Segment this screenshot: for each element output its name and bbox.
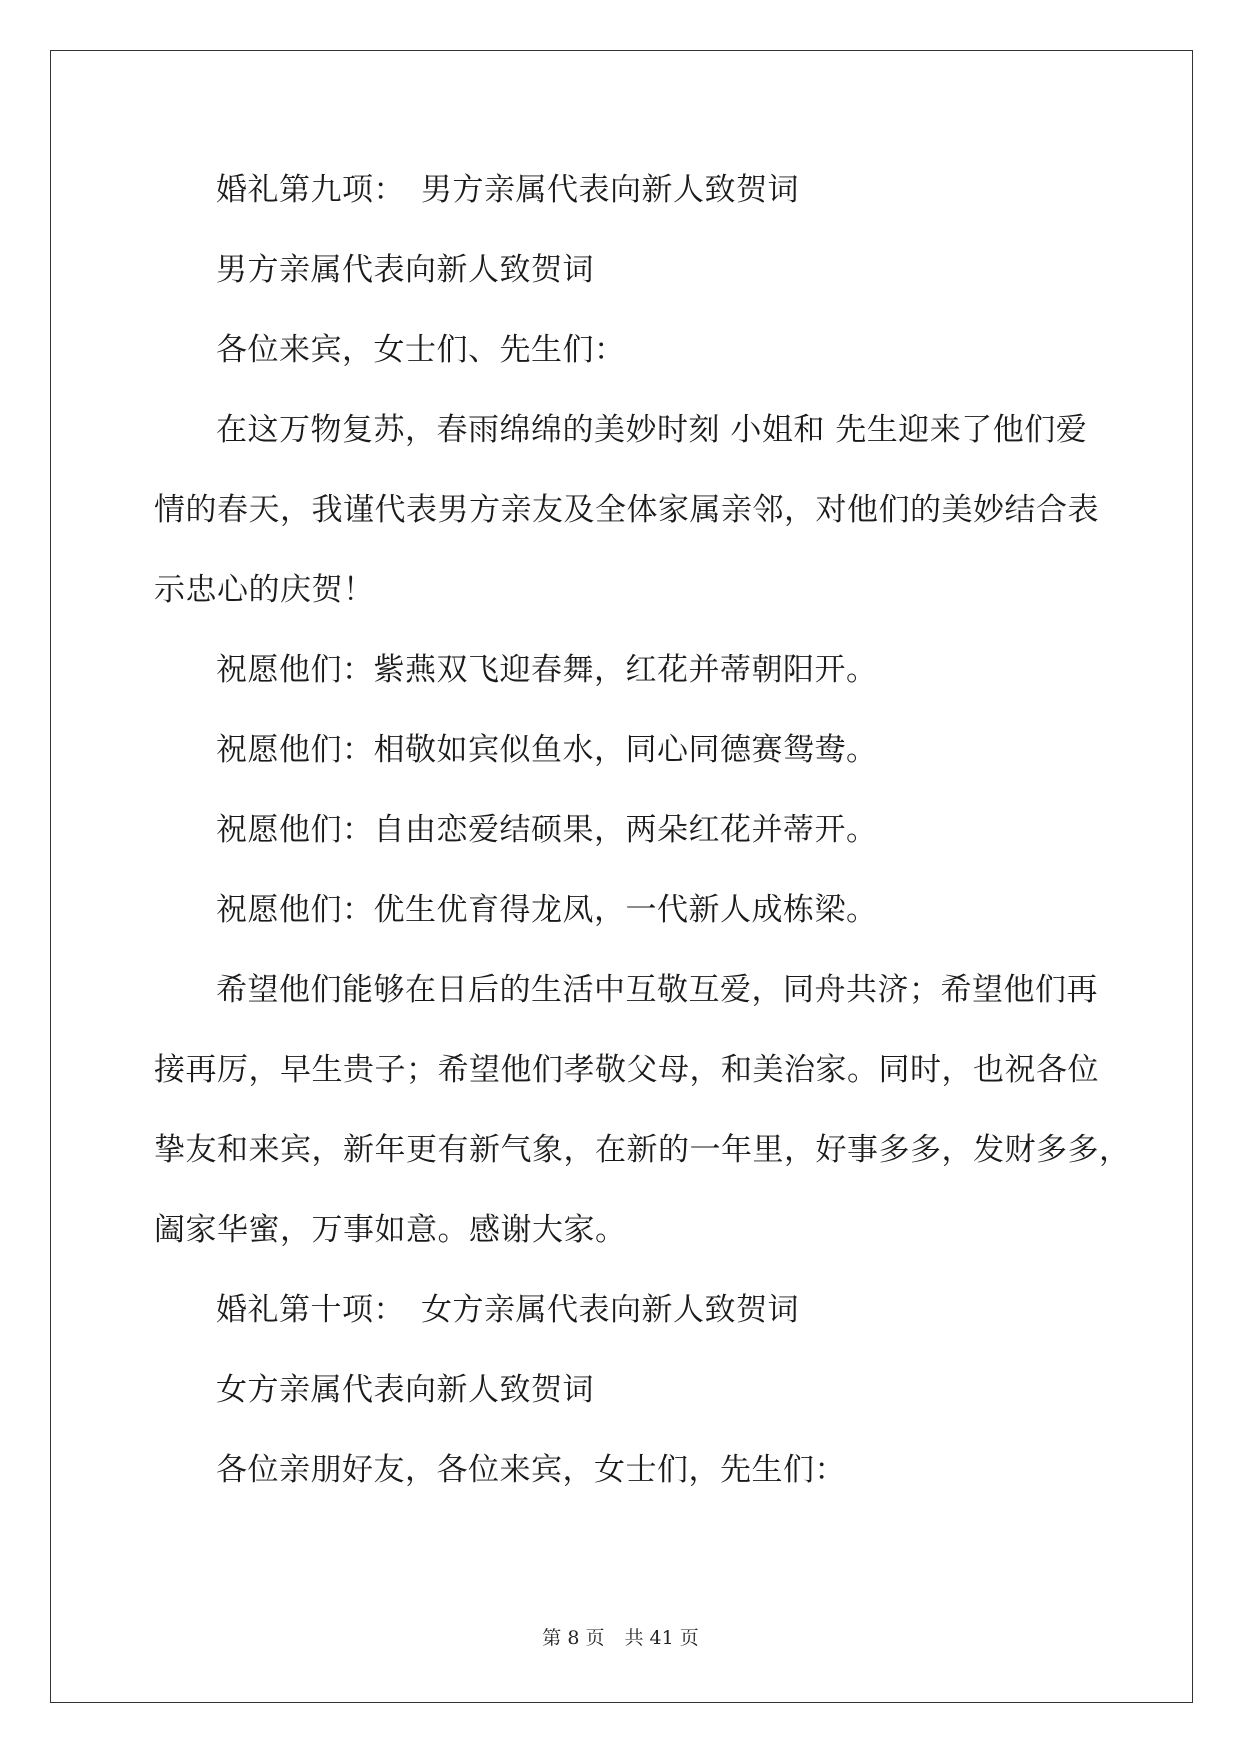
speech-title: 女方亲属代表向新人致贺词 bbox=[216, 1372, 594, 1408]
paragraph-line: 挚友和来宾，新年更有新气象，在新的一年里，好事多多，发财多多， bbox=[154, 1132, 1131, 1168]
paragraph-line: 接再厉，早生贵子；希望他们孝敬父母，和美治家。同时，也祝各位 bbox=[154, 1052, 1099, 1088]
blessing-line: 祝愿他们：自由恋爱结硕果，两朵红花并蒂开。 bbox=[216, 812, 878, 848]
paragraph-line: 阖家华蜜，万事如意。感谢大家。 bbox=[154, 1212, 627, 1248]
section-heading: 婚礼第九项： 男方亲属代表向新人致贺词 bbox=[216, 172, 799, 208]
blessing-line: 祝愿他们：紫燕双飞迎春舞，红花并蒂朝阳开。 bbox=[216, 652, 878, 688]
page-footer bbox=[0, 1625, 1241, 1651]
page-number: 第 8 页 bbox=[542, 1627, 605, 1649]
salutation: 各位亲朋好友，各位来宾，女士们，先生们： bbox=[216, 1452, 846, 1488]
section-heading: 婚礼第十项： 女方亲属代表向新人致贺词 bbox=[216, 1292, 799, 1328]
paragraph-line: 情的春天，我谨代表男方亲友及全体家属亲邻，对他们的美妙结合表 bbox=[154, 492, 1099, 528]
total-pages: 共 41 页 bbox=[624, 1627, 699, 1649]
blessing-line: 祝愿他们：优生优育得龙凤，一代新人成栋梁。 bbox=[216, 892, 878, 928]
salutation: 各位来宾，女士们、先生们： bbox=[216, 332, 626, 368]
blessing-line: 祝愿他们：相敬如宾似鱼水，同心同德赛鸳鸯。 bbox=[216, 732, 878, 768]
paragraph-line: 在这万物复苏，春雨绵绵的美妙时刻 小姐和 先生迎来了他们爱 bbox=[216, 412, 1088, 448]
paragraph-line: 示忠心的庆贺！ bbox=[154, 572, 375, 608]
paragraph-line: 希望他们能够在日后的生活中互敬互爱，同舟共济；希望他们再 bbox=[216, 972, 1098, 1008]
speech-title: 男方亲属代表向新人致贺词 bbox=[216, 252, 594, 288]
